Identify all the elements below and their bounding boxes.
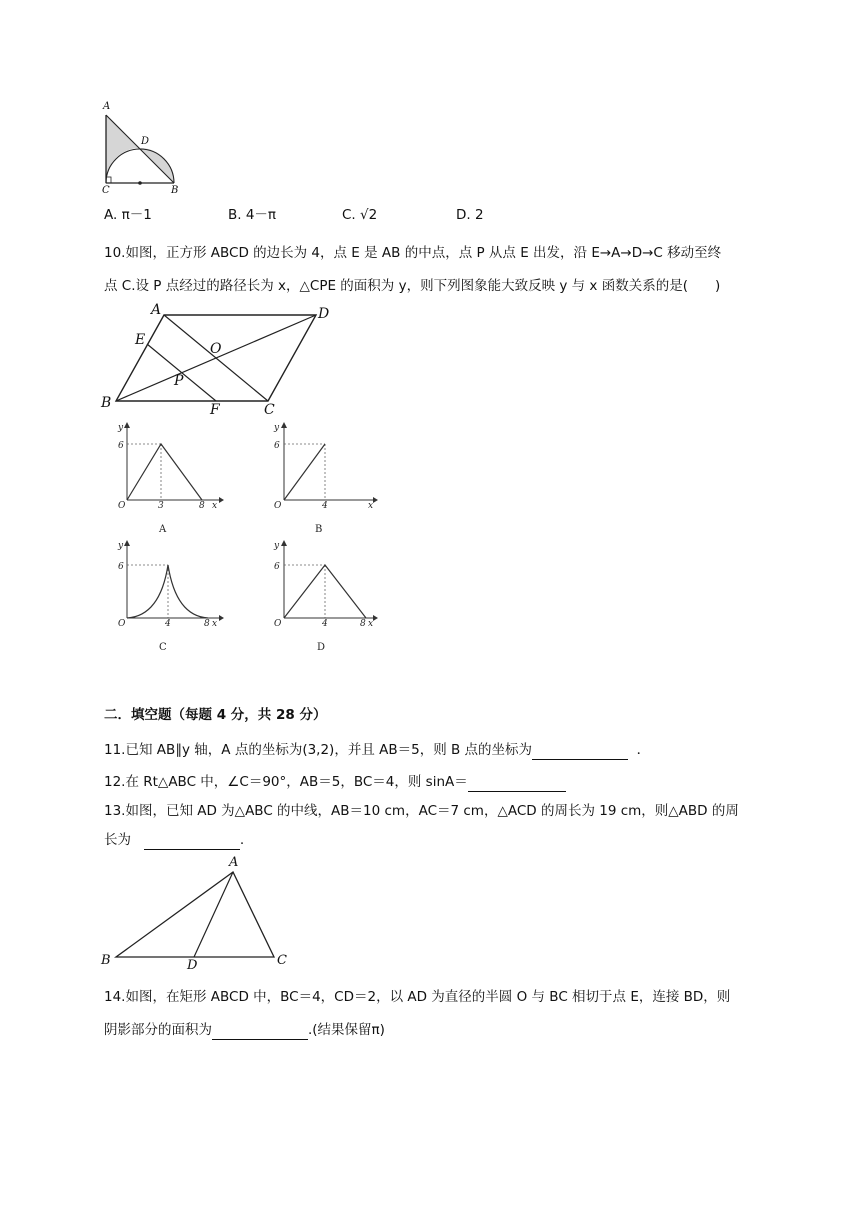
- q10-label-a: A: [151, 302, 162, 318]
- section-2-title: 二．填空题（每题 4 分，共 28 分）: [104, 707, 327, 723]
- q9-option-b: B. 4－π: [228, 207, 277, 223]
- q9-label-b: B: [171, 185, 179, 196]
- q12-text: [104, 772, 566, 792]
- q11-answer-blank[interactable]: [532, 745, 628, 760]
- q10-graph-d: [258, 538, 380, 656]
- graph-a-tick-1: 3: [158, 501, 164, 511]
- graph-c-y-peak: 6: [118, 562, 124, 572]
- q13-text-post: .: [239, 832, 245, 848]
- q10-parallelogram-figure: [96, 300, 346, 418]
- graph-c-tick-2: 8: [204, 619, 210, 629]
- graph-a-caption: A: [159, 524, 167, 535]
- q13-label-c: C: [277, 953, 287, 968]
- graph-a-y-label: y: [118, 423, 124, 433]
- q9-label-a: A: [103, 101, 111, 112]
- q13-triangle-figure: [96, 852, 296, 972]
- q14-text-pre: 阴影部分的面积为: [104, 1022, 212, 1038]
- q12-answer-blank[interactable]: [468, 777, 566, 792]
- graph-b-caption: B: [315, 524, 323, 535]
- q13-text-line2: [104, 830, 244, 850]
- q14-answer-blank[interactable]: [212, 1025, 308, 1040]
- q10-text-line1: 10.如图，正方形 ABCD 的边长为 4，点 E 是 AB 的中点，点 P 从点 E 出发，沿 E→A→D→C 移动至终: [104, 245, 722, 261]
- graph-b-origin: O: [274, 501, 282, 511]
- graph-a-origin: O: [118, 501, 126, 511]
- graph-d-x-label: x: [368, 619, 374, 629]
- graph-a-tick-2: 8: [199, 501, 205, 511]
- q14-text-line2: [104, 1020, 385, 1040]
- q13-answer-blank[interactable]: [144, 835, 240, 850]
- q13-label-b: B: [101, 953, 111, 968]
- graph-d-y-peak: 6: [274, 562, 280, 572]
- q12-text-pre: 12.在 Rt△ABC 中，∠C＝90°，AB＝5，BC＝4，则 sinA＝: [104, 774, 468, 790]
- q10-graph-c: [104, 538, 224, 656]
- q9-option-a: A. π－1: [104, 207, 152, 223]
- q9-option-d: D. 2: [456, 207, 484, 223]
- graph-a-y-peak: 6: [118, 441, 124, 451]
- q13-label-d: D: [187, 958, 198, 972]
- graph-b-y-peak: 6: [274, 441, 280, 451]
- q14-text-post: .(结果保留π): [308, 1022, 385, 1038]
- graph-b-y-label: y: [274, 423, 280, 433]
- graph-d-origin: O: [274, 619, 282, 629]
- graph-a-x-label: x: [212, 501, 218, 511]
- q9-option-c: C. √2: [342, 207, 378, 223]
- q10-label-b: B: [101, 395, 112, 411]
- q13-text-line1: 13.如图，已知 AD 为△ABC 的中线，AB＝10 cm，AC＝7 cm，△ACD 的周长为 19 cm，则△ABD 的周: [104, 803, 739, 819]
- q10-text-line2: 点 C.设 P 点经过的路径长为 x，△CPE 的面积为 y，则下列图象能大致反映 y 与 x 函数关系的是( ): [104, 278, 721, 294]
- q10-label-o: O: [210, 341, 222, 357]
- graph-c-origin: O: [118, 619, 126, 629]
- q9-label-c: C: [102, 185, 110, 196]
- graph-c-tick-1: 4: [165, 619, 171, 629]
- q13-label-a: A: [229, 855, 239, 870]
- q10-label-f: F: [210, 402, 220, 418]
- graph-b-tick-1: 4: [322, 501, 328, 511]
- q10-label-e: E: [135, 332, 146, 348]
- graph-d-tick-2: 8: [360, 619, 366, 629]
- graph-d-tick-1: 4: [322, 619, 328, 629]
- graph-c-y-label: y: [118, 541, 124, 551]
- q11-text-pre: 11.已知 AB∥y 轴，A 点的坐标为(3,2)，并且 AB＝5，则 B 点的坐标为: [104, 742, 533, 758]
- graph-d-y-label: y: [274, 541, 280, 551]
- graph-c-x-label: x: [212, 619, 218, 629]
- q14-text-line1: 14.如图，在矩形 ABCD 中，BC＝4，CD＝2，以 AD 为直径的半圆 O 与 BC 相切于点 E，连接 BD，则: [104, 989, 731, 1005]
- q9-figure: [96, 96, 188, 198]
- q10-graph-b: [258, 420, 380, 538]
- q9-label-d: D: [141, 136, 150, 147]
- graph-d-caption: D: [317, 642, 326, 653]
- graph-c-caption: C: [159, 642, 167, 653]
- q10-label-c: C: [264, 402, 275, 418]
- q10-label-d: D: [318, 306, 330, 322]
- graph-b-x-label: x: [368, 501, 374, 511]
- q11-text-post: ．: [636, 742, 651, 758]
- q11-text: [104, 740, 650, 760]
- q10-label-p: P: [174, 373, 184, 389]
- q10-graph-a: [104, 420, 224, 538]
- q13-text-pre: 长为: [104, 832, 131, 848]
